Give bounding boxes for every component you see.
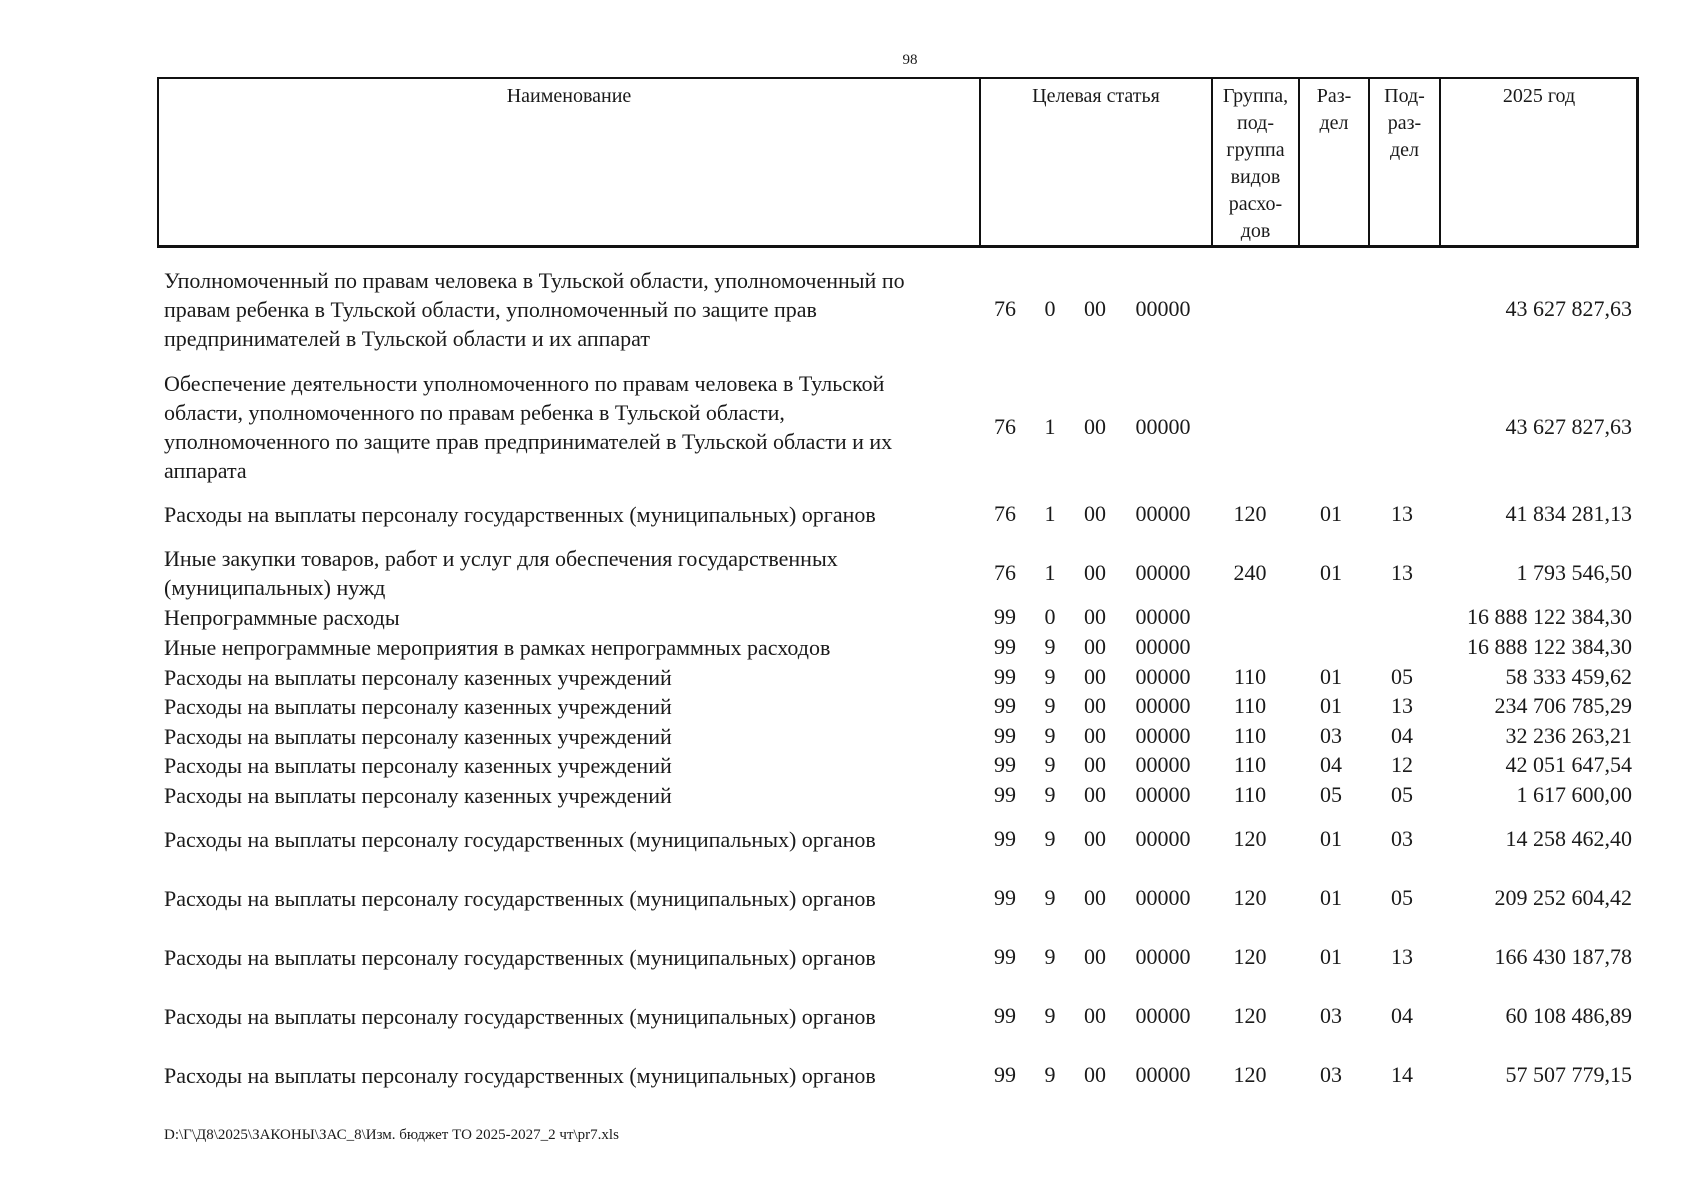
header-line: Под- <box>1384 85 1425 107</box>
row-name-line: Расходы на выплаты персоналу казенных учреждений <box>164 693 672 719</box>
target-code-1: 76 <box>994 501 1016 526</box>
header-line: дов <box>1240 220 1271 242</box>
group-code: 110 <box>1233 723 1267 748</box>
amount-2025: 1 793 546,50 <box>1516 560 1632 585</box>
amount-2025: 57 507 779,15 <box>1505 1062 1632 1087</box>
header-line: раз- <box>1387 112 1422 134</box>
target-code-4: 00000 <box>1135 826 1191 851</box>
amount-2025: 16 888 122 384,30 <box>1467 634 1632 659</box>
target-code-1: 99 <box>994 604 1016 629</box>
section-code: 01 <box>1320 944 1342 969</box>
row-name <box>164 266 984 353</box>
row-name-line: уполномоченного по защите прав предпринимателей в Тульской области и их <box>164 429 893 454</box>
target-code-1: 99 <box>994 826 1016 851</box>
target-code-2: 0 <box>1044 604 1056 629</box>
row-name-line: Расходы на выплаты персоналу казенных учреждений <box>164 664 672 690</box>
subsection-code: 05 <box>1391 885 1413 910</box>
amount-2025: 32 236 263,21 <box>1505 723 1632 748</box>
target-code-4: 00000 <box>1135 296 1191 321</box>
group-code: 110 <box>1233 693 1267 718</box>
target-code-3: 00 <box>1084 501 1106 526</box>
header-group <box>1211 79 1298 245</box>
section-code: 01 <box>1320 560 1342 585</box>
row-name <box>164 663 984 692</box>
section-code: 03 <box>1320 723 1342 748</box>
target-code-2: 1 <box>1044 414 1056 439</box>
target-code-4: 00000 <box>1135 1062 1191 1087</box>
target-code-4: 00000 <box>1135 1003 1191 1028</box>
section-code: 01 <box>1320 664 1342 689</box>
target-code-3: 00 <box>1084 723 1106 748</box>
row-name <box>164 722 984 751</box>
group-code: 120 <box>1233 826 1267 851</box>
amount-2025: 166 430 187,78 <box>1494 944 1632 969</box>
target-code-3: 00 <box>1084 885 1106 910</box>
row-name-line: Иные непрограммные мероприятия в рамках непрограммных расходов <box>164 634 831 660</box>
subsection-code: 12 <box>1391 752 1413 777</box>
target-code-3: 00 <box>1084 944 1106 969</box>
target-code-2: 9 <box>1044 752 1056 777</box>
header-line: дел <box>1389 139 1420 161</box>
subsection-code: 13 <box>1391 501 1413 526</box>
header-line: расхо- <box>1228 193 1283 215</box>
row-name <box>164 692 984 721</box>
row-name-line: предпринимателей в Тульской области и их аппарат <box>164 325 650 351</box>
header-line: дел <box>1319 112 1349 134</box>
target-code-1: 99 <box>994 664 1016 689</box>
amount-2025: 60 108 486,89 <box>1505 1003 1632 1028</box>
target-code-4: 00000 <box>1135 782 1191 807</box>
amount-2025: 42 051 647,54 <box>1505 752 1632 777</box>
group-code: 120 <box>1233 885 1267 910</box>
row-name-line: Расходы на выплаты персоналу казенных учреждений <box>164 752 672 778</box>
target-code-3: 00 <box>1084 826 1106 851</box>
target-code-3: 00 <box>1084 560 1106 585</box>
target-code-4: 00000 <box>1135 560 1191 585</box>
target-code-2: 9 <box>1044 826 1056 851</box>
group-code: 240 <box>1233 560 1267 585</box>
row-name-line: Иные закупки товаров, работ и услуг для обеспечения государственных <box>164 546 838 571</box>
table-header <box>157 77 1639 248</box>
section-code: 01 <box>1320 826 1342 851</box>
target-code-3: 00 <box>1084 664 1106 689</box>
section-code: 03 <box>1320 1003 1342 1028</box>
target-code-2: 9 <box>1044 782 1056 807</box>
group-code: 110 <box>1233 782 1267 807</box>
target-code-1: 99 <box>994 1003 1016 1028</box>
target-code-3: 00 <box>1084 296 1106 321</box>
row-name <box>164 1061 984 1090</box>
target-code-1: 99 <box>994 782 1016 807</box>
group-code: 120 <box>1233 944 1267 969</box>
amount-2025: 1 617 600,00 <box>1516 782 1632 807</box>
row-name <box>164 1002 984 1031</box>
row-name <box>164 544 984 602</box>
target-code-4: 00000 <box>1135 634 1191 659</box>
section-code: 01 <box>1320 885 1342 910</box>
target-code-4: 00000 <box>1135 944 1191 969</box>
section-code: 03 <box>1320 1062 1342 1087</box>
subsection-code: 14 <box>1391 1062 1413 1087</box>
row-name <box>164 825 984 854</box>
header-line: видов <box>1230 166 1281 188</box>
row-name-line: Расходы на выплаты персоналу казенных учреждений <box>164 723 672 749</box>
target-code-1: 99 <box>994 944 1016 969</box>
header-subsection <box>1368 79 1439 245</box>
target-code-2: 9 <box>1044 1003 1056 1028</box>
row-name-line: аппарата <box>164 458 247 483</box>
row-name-line: правам ребенка в Тульской области, уполномоченный по защите прав <box>164 296 817 322</box>
target-code-2: 9 <box>1044 885 1056 910</box>
row-name <box>164 781 984 810</box>
header-section <box>1298 79 1368 245</box>
amount-2025: 14 258 462,40 <box>1505 826 1632 851</box>
subsection-code: 05 <box>1391 664 1413 689</box>
row-name <box>164 633 984 662</box>
amount-2025: 234 706 785,29 <box>1494 693 1632 718</box>
target-code-4: 00000 <box>1135 885 1191 910</box>
row-name-line: Расходы на выплаты персоналу государственных (муниципальных) органов <box>164 944 876 970</box>
amount-2025: 43 627 827,63 <box>1505 414 1632 439</box>
target-code-3: 00 <box>1084 693 1106 718</box>
group-code: 120 <box>1233 1003 1267 1028</box>
page-number: 98 <box>902 52 918 68</box>
subsection-code: 04 <box>1391 1003 1413 1028</box>
target-code-4: 00000 <box>1135 723 1191 748</box>
target-code-1: 99 <box>994 885 1016 910</box>
target-code-4: 00000 <box>1135 664 1191 689</box>
amount-2025: 58 333 459,62 <box>1505 664 1632 689</box>
row-name-line: области, уполномоченного по правам ребенка в Тульской области, <box>164 400 785 425</box>
header-line: Раз- <box>1316 85 1352 107</box>
row-name-line: Расходы на выплаты персоналу государственных (муниципальных) органов <box>164 1003 876 1029</box>
target-code-2: 0 <box>1044 296 1056 321</box>
amount-2025: 41 834 281,13 <box>1505 501 1632 526</box>
subsection-code: 13 <box>1391 944 1413 969</box>
section-code: 01 <box>1320 693 1342 718</box>
row-name-line: Расходы на выплаты персоналу государственных (муниципальных) органов <box>164 826 876 852</box>
subsection-code: 13 <box>1391 560 1413 585</box>
target-code-4: 00000 <box>1135 414 1191 439</box>
group-code: 120 <box>1233 501 1267 526</box>
target-code-2: 9 <box>1044 944 1056 969</box>
section-code: 04 <box>1320 752 1342 777</box>
target-code-3: 00 <box>1084 634 1106 659</box>
target-code-3: 00 <box>1084 414 1106 439</box>
row-name <box>164 603 984 632</box>
target-code-3: 00 <box>1084 1003 1106 1028</box>
row-name <box>164 751 984 780</box>
row-name-line: Расходы на выплаты персоналу казенных учреждений <box>164 782 672 808</box>
amount-2025: 209 252 604,42 <box>1494 885 1632 910</box>
target-code-1: 76 <box>994 414 1016 439</box>
amount-2025: 43 627 827,63 <box>1505 296 1632 321</box>
header-name: Наименование <box>506 85 632 107</box>
row-name-line: (муниципальных) нужд <box>164 575 386 600</box>
subsection-code: 13 <box>1391 693 1413 718</box>
row-name-line: Расходы на выплаты персоналу государственных (муниципальных) органов <box>164 885 876 911</box>
target-code-2: 1 <box>1044 560 1056 585</box>
header-year: 2025 год <box>1439 79 1637 245</box>
subsection-code: 04 <box>1391 723 1413 748</box>
row-name-line: Расходы на выплаты персоналу государственных (муниципальных) органов <box>164 1062 876 1088</box>
target-code-2: 1 <box>1044 501 1056 526</box>
section-code: 01 <box>1320 501 1342 526</box>
target-code-4: 00000 <box>1135 752 1191 777</box>
target-code-4: 00000 <box>1135 501 1191 526</box>
target-code-1: 76 <box>994 296 1016 321</box>
section-code: 05 <box>1320 782 1342 807</box>
row-name-line: Непрограммные расходы <box>164 604 400 630</box>
header-line: группа <box>1226 139 1285 161</box>
target-code-1: 99 <box>994 634 1016 659</box>
row-name <box>164 943 984 972</box>
row-name <box>164 500 984 529</box>
row-name-line: Обеспечение деятельности уполномоченного по правам человека в Тульской <box>164 371 885 396</box>
row-name-line: Уполномоченный по правам человека в Тульской области, уполномоченный по <box>164 267 905 293</box>
group-code: 110 <box>1233 664 1267 689</box>
target-code-3: 00 <box>1084 604 1106 629</box>
target-code-2: 9 <box>1044 664 1056 689</box>
target-code-2: 9 <box>1044 1062 1056 1087</box>
subsection-code: 05 <box>1391 782 1413 807</box>
header-line: под- <box>1237 112 1274 134</box>
target-code-1: 99 <box>994 752 1016 777</box>
target-code-1: 99 <box>994 723 1016 748</box>
target-code-1: 99 <box>994 693 1016 718</box>
target-code-1: 76 <box>994 560 1016 585</box>
target-code-4: 00000 <box>1135 693 1191 718</box>
row-name <box>164 369 984 485</box>
amount-2025: 16 888 122 384,30 <box>1467 604 1632 629</box>
file-path-footer: D:\Г\Д8\2025\ЗАКОНЫ\ЗАС_8\Изм. бюджет ТО 2025-2027_2 чт\pr7.xls <box>164 1127 619 1143</box>
target-code-2: 9 <box>1044 693 1056 718</box>
row-name-line: Расходы на выплаты персоналу государственных (муниципальных) органов <box>164 501 876 527</box>
subsection-code: 03 <box>1391 826 1413 851</box>
row-name <box>164 884 984 913</box>
target-code-2: 9 <box>1044 723 1056 748</box>
target-code-4: 00000 <box>1135 604 1191 629</box>
target-code-3: 00 <box>1084 1062 1106 1087</box>
header-target: Целевая статья <box>979 79 1211 245</box>
header-line: Группа, <box>1222 85 1289 107</box>
target-code-3: 00 <box>1084 752 1106 777</box>
target-code-2: 9 <box>1044 634 1056 659</box>
group-code: 120 <box>1233 1062 1267 1087</box>
group-code: 110 <box>1233 752 1267 777</box>
target-code-1: 99 <box>994 1062 1016 1087</box>
target-code-3: 00 <box>1084 782 1106 807</box>
